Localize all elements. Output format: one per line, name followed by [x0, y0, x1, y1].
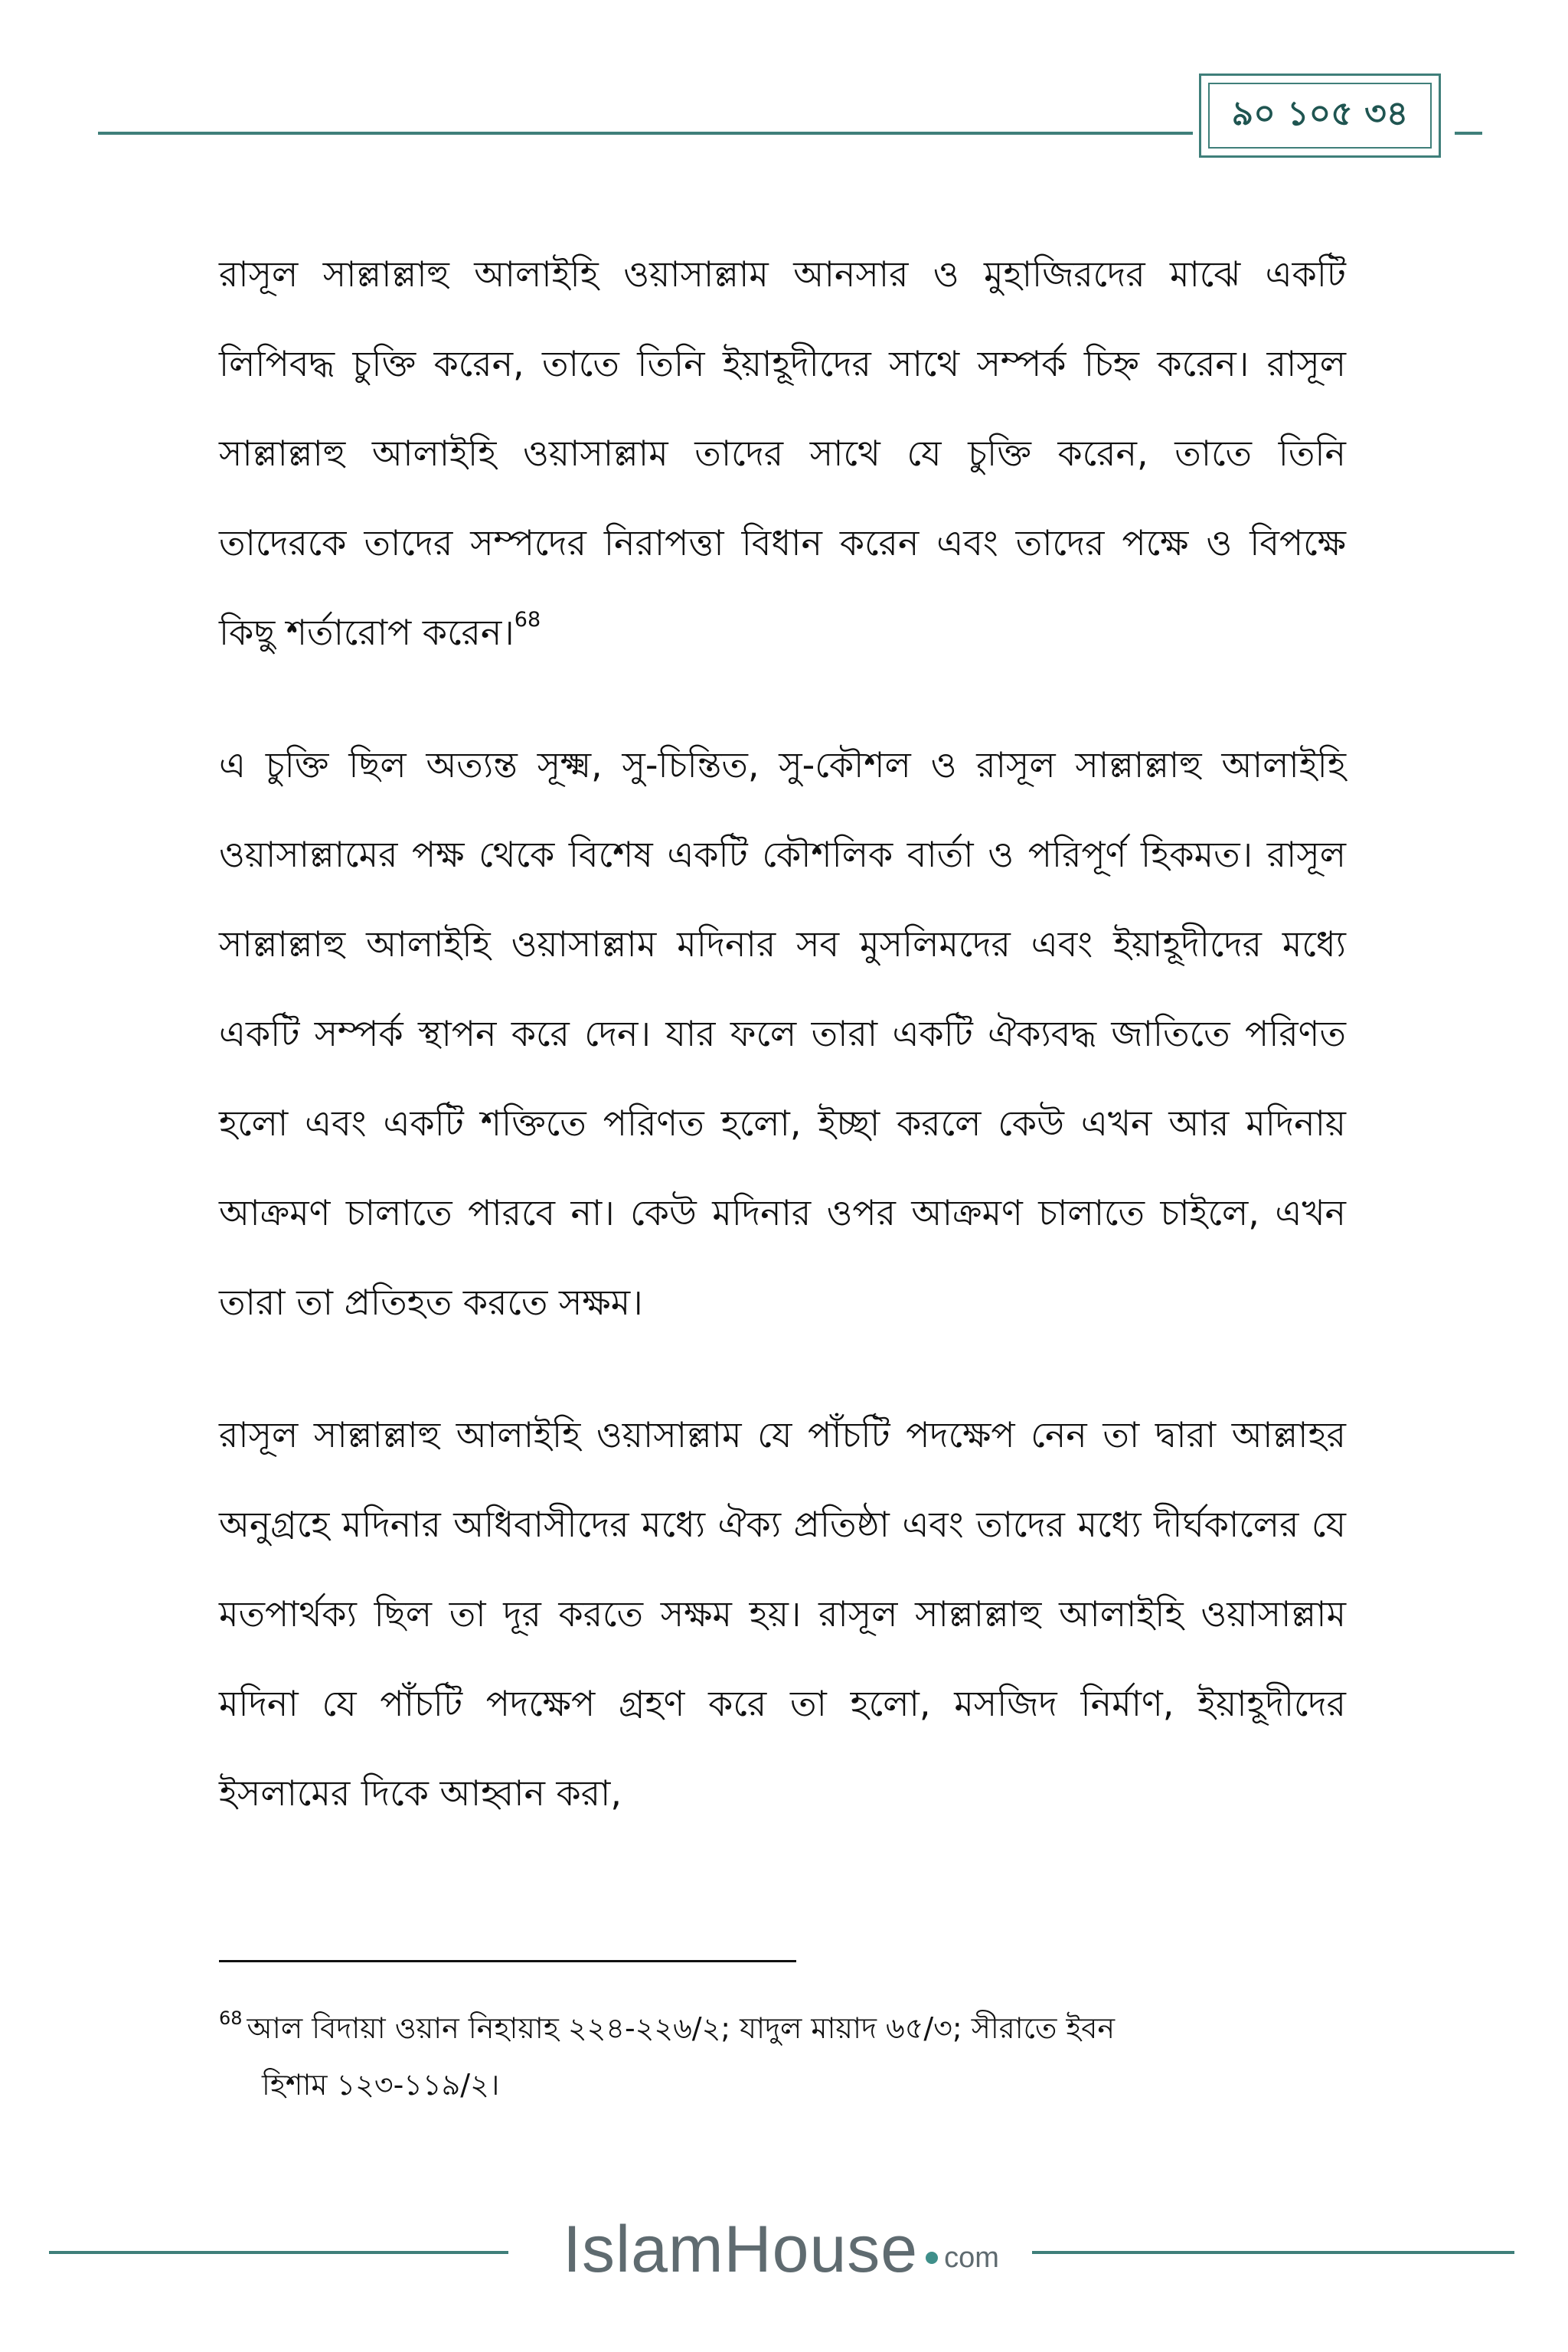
- paragraph-1-text: রাসূল সাল্লাল্লাহু আলাইহি ওয়াসাল্লাম আনসার ও মুহাজিরদের মাঝে একটি লিপিবদ্ধ চুক্তি করেন, তাতে তিনি ইয়াহূদীদের সাথে সম্পর্ক চিহ্ন করেন। রাসূল সাল্লাল্লাহু আলাইহি ওয়াসাল্লাম তাদের সাথে যে চুক্তি করেন, তাতে তিনি তাদেরকে তাদের সম্পদের নিরাপত্তা বিধান করেন এবং তাদের পক্ষে ও বিপক্ষে কিছু শর্তারোপ করেন।: [219, 253, 1346, 653]
- footnote: [219, 2000, 1346, 2113]
- footer-rule-left: [49, 2251, 508, 2254]
- page-number-badge: [1199, 74, 1441, 158]
- footnote-line-2: হিশাম ১২৩-১১৯/২।: [262, 2068, 500, 2102]
- paragraph-2: [219, 720, 1346, 1348]
- header-rule-right: [1455, 132, 1482, 135]
- paragraph-2-text: এ চুক্তি ছিল অত্যন্ত সূক্ষ্ম, সু-চিন্তিত, সু-কৌশল ও রাসূল সাল্লাল্লাহু আলাইহি ওয়াসাল্লামের পক্ষ থেকে বিশেষ একটি কৌশলিক বার্তা ও পরিপূর্ণ হিকমত। রাসূল সাল্লাল্লাহু আলাইহি ওয়াসাল্লাম মদিনার সব মুসলিমদের এবং ইয়াহূদীদের মধ্যে একটি সম্পর্ক স্থাপন করে দেন। যার ফলে তারা একটি ঐক্যবদ্ধ জাতিতে পরিণত হলো এবং একটি শক্তিতে পরিণত হলো, ইচ্ছা করলে কেউ এখন আর মদিনায় আক্রমণ চালাতে পারবে না। কেউ মদিনার ওপর আক্রমণ চালাতে চাইলে, এখন তারা তা প্রতিহত করতে সক্ষম।: [219, 744, 1346, 1323]
- footer-rule-right: [1032, 2251, 1514, 2254]
- footnote-reference[interactable]: 68: [514, 608, 541, 632]
- logo-dot-icon: [926, 2252, 938, 2264]
- page-number: ৯০ ১০৫ ৩৪: [1231, 93, 1409, 133]
- logo-wordmark: IslamHouse: [563, 2212, 919, 2286]
- footnote-mark: 68: [219, 2007, 243, 2029]
- footnote-line-1: আল বিদায়া ওয়ান নিহায়াহ ২২৪-২২৬/২; যাদুল মায়াদ ৬৫/৩; সীরাতে ইবন: [247, 2011, 1116, 2045]
- logo-domain-suffix: com: [944, 2241, 999, 2274]
- paragraph-3: [219, 1390, 1346, 1838]
- header-rule-left: [98, 132, 1193, 135]
- paragraph-1: [219, 230, 1346, 678]
- footnote-separator: [219, 1960, 796, 1962]
- islamhouse-logo: [536, 2203, 1026, 2295]
- body-text: [219, 230, 1346, 1881]
- paragraph-3-text: রাসূল সাল্লাল্লাহু আলাইহি ওয়াসাল্লাম যে পাঁচটি পদক্ষেপ নেন তা দ্বারা আল্লাহর অনুগ্রহে মদিনার অধিবাসীদের মধ্যে ঐক্য প্রতিষ্ঠা এবং তাদের মধ্যে দীর্ঘকালের যে মতপার্থক্য ছিল তা দূর করতে সক্ষম হয়। রাসূল সাল্লাল্লাহু আলাইহি ওয়াসাল্লাম মদিনা যে পাঁচটি পদক্ষেপ গ্রহণ করে তা হলো, মসজিদ নির্মাণ, ইয়াহূদীদের ইসলামের দিকে আহ্বান করা,: [219, 1414, 1346, 1814]
